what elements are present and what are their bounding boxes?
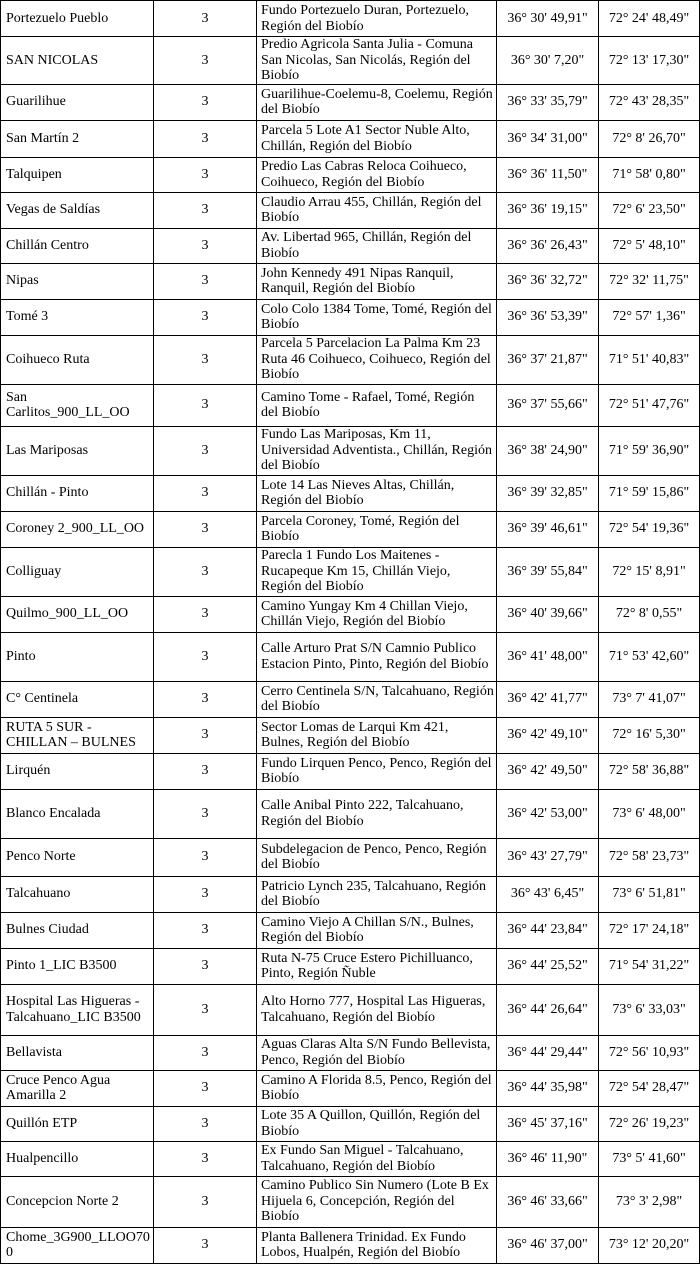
- table-row: [1, 157, 700, 192]
- site-name-cell: SAN NICOLAS: [1, 37, 154, 85]
- address-cell: Subdelegacion de Penco, Penco, Región del Biobío: [257, 838, 497, 876]
- longitude-cell: 72° 32' 11,75": [599, 263, 700, 299]
- region-number-cell: 3: [154, 1227, 257, 1263]
- region-number-cell: 3: [154, 157, 257, 192]
- table-row: [1, 120, 700, 157]
- region-number-cell: 3: [154, 1106, 257, 1141]
- latitude-cell: 36° 45' 37,16": [497, 1106, 599, 1141]
- latitude-cell: 36° 46' 37,00": [497, 1227, 599, 1263]
- table-row: [1, 475, 700, 511]
- site-name-cell: Coihueco Ruta: [1, 335, 154, 384]
- table-row: [1, 789, 700, 838]
- table-row: [1, 632, 700, 681]
- latitude-cell: 36° 36' 32,72": [497, 263, 599, 299]
- latitude-cell: 36° 43' 27,79": [497, 838, 599, 876]
- longitude-cell: 71° 59' 36,90": [599, 426, 700, 475]
- latitude-cell: 36° 37' 21,87": [497, 335, 599, 384]
- address-cell: Parcela Coroney, Tomé, Región del Biobío: [257, 511, 497, 547]
- site-name-cell: Las Mariposas: [1, 426, 154, 475]
- latitude-cell: 36° 36' 53,39": [497, 299, 599, 335]
- table-row: [1, 547, 700, 596]
- address-cell: Patricio Lynch 235, Talcahuano, Región del Biobío: [257, 876, 497, 912]
- address-cell: Fundo Las Mariposas, Km 11, Universidad Adventista., Chillán, Región del Biobío: [257, 426, 497, 475]
- latitude-cell: 36° 34' 31,00": [497, 120, 599, 157]
- address-cell: Fundo Lirquen Penco, Penco, Región del Biobío: [257, 753, 497, 789]
- site-name-cell: Talquipen: [1, 157, 154, 192]
- site-name-cell: Coroney 2_900_LL_OO: [1, 511, 154, 547]
- latitude-cell: 36° 42' 49,10": [497, 717, 599, 753]
- address-cell: Camino Tome - Rafael, Tomé, Región del Biobío: [257, 384, 497, 426]
- longitude-cell: 71° 54' 31,22": [599, 948, 700, 984]
- latitude-cell: 36° 46' 33,66": [497, 1176, 599, 1227]
- latitude-cell: 36° 39' 55,84": [497, 547, 599, 596]
- table-row: [1, 84, 700, 120]
- table-row: [1, 228, 700, 263]
- address-cell: Parcela 5 Lote A1 Sector Nuble Alto, Chillán, Región del Biobío: [257, 120, 497, 157]
- site-name-cell: Quilmo_900_LL_OO: [1, 596, 154, 632]
- longitude-cell: 72° 6' 23,50": [599, 192, 700, 228]
- latitude-cell: 36° 33' 35,79": [497, 84, 599, 120]
- longitude-cell: 71° 59' 15,86": [599, 475, 700, 511]
- region-number-cell: 3: [154, 1070, 257, 1106]
- region-number-cell: 3: [154, 912, 257, 948]
- table-row: [1, 681, 700, 717]
- table-row: [1, 876, 700, 912]
- region-number-cell: 3: [154, 681, 257, 717]
- latitude-cell: 36° 44' 29,44": [497, 1035, 599, 1070]
- region-number-cell: 3: [154, 876, 257, 912]
- address-cell: Lote 35 A Quillon, Quillón, Región del Biobío: [257, 1106, 497, 1141]
- table-row: [1, 192, 700, 228]
- longitude-cell: 72° 15' 8,91": [599, 547, 700, 596]
- longitude-cell: 72° 43' 28,35": [599, 84, 700, 120]
- table-row: [1, 335, 700, 384]
- region-number-cell: 3: [154, 120, 257, 157]
- table-row: [1, 1, 700, 37]
- address-cell: Ex Fundo San Miguel - Talcahuano, Talcahuano, Región del Biobío: [257, 1141, 497, 1176]
- latitude-cell: 36° 38' 24,90": [497, 426, 599, 475]
- region-number-cell: 3: [154, 426, 257, 475]
- latitude-cell: 36° 39' 46,61": [497, 511, 599, 547]
- region-number-cell: 3: [154, 1176, 257, 1227]
- region-number-cell: 3: [154, 37, 257, 85]
- site-name-cell: Bulnes Ciudad: [1, 912, 154, 948]
- region-number-cell: 3: [154, 228, 257, 263]
- address-cell: Colo Colo 1384 Tome, Tomé, Región del Biobío: [257, 299, 497, 335]
- table-row: [1, 299, 700, 335]
- table-row: [1, 912, 700, 948]
- address-cell: Calle Anibal Pinto 222, Talcahuano, Región del Biobío: [257, 789, 497, 838]
- address-cell: Camino Yungay Km 4 Chillan Viejo, Chillán Viejo, Región del Biobío: [257, 596, 497, 632]
- latitude-cell: 36° 36' 11,50": [497, 157, 599, 192]
- longitude-cell: 73° 6' 48,00": [599, 789, 700, 838]
- site-name-cell: RUTA 5 SUR - CHILLAN – BULNES: [1, 717, 154, 753]
- longitude-cell: 73° 12' 20,20": [599, 1227, 700, 1263]
- table-row: [1, 1070, 700, 1106]
- latitude-cell: 36° 44' 23,84": [497, 912, 599, 948]
- address-cell: Calle Arturo Prat S/N Camnio Publico Estacion Pinto, Pinto, Región del Biobío: [257, 632, 497, 681]
- latitude-cell: 36° 40' 39,66": [497, 596, 599, 632]
- latitude-cell: 36° 41' 48,00": [497, 632, 599, 681]
- site-name-cell: Colliguay: [1, 547, 154, 596]
- longitude-cell: 72° 5' 48,10": [599, 228, 700, 263]
- site-name-cell: Pinto 1_LIC B3500: [1, 948, 154, 984]
- region-number-cell: 3: [154, 475, 257, 511]
- site-name-cell: C° Centinela: [1, 681, 154, 717]
- longitude-cell: 72° 54' 19,36": [599, 511, 700, 547]
- region-number-cell: 3: [154, 838, 257, 876]
- site-name-cell: Portezuelo Pueblo: [1, 1, 154, 37]
- site-name-cell: Chome_3G900_LLOO700: [1, 1227, 154, 1263]
- longitude-cell: 72° 26' 19,23": [599, 1106, 700, 1141]
- longitude-cell: 72° 16' 5,30": [599, 717, 700, 753]
- region-number-cell: 3: [154, 596, 257, 632]
- site-name-cell: Guarilihue: [1, 84, 154, 120]
- region-number-cell: 3: [154, 1035, 257, 1070]
- stations-table-body: [1, 1, 700, 1264]
- table-row: [1, 1227, 700, 1263]
- longitude-cell: 72° 51' 47,76": [599, 384, 700, 426]
- site-name-cell: Chillán - Pinto: [1, 475, 154, 511]
- address-cell: Parecla 1 Fundo Los Maitenes - Rucapeque Km 15, Chillán Viejo, Región del Biobío: [257, 547, 497, 596]
- table-row: [1, 948, 700, 984]
- latitude-cell: 36° 30' 49,91": [497, 1, 599, 37]
- table-row: [1, 1141, 700, 1176]
- region-number-cell: 3: [154, 789, 257, 838]
- table-row: [1, 1106, 700, 1141]
- site-name-cell: San Martín 2: [1, 120, 154, 157]
- table-row: [1, 596, 700, 632]
- table-row: [1, 1035, 700, 1070]
- region-number-cell: 3: [154, 632, 257, 681]
- site-name-cell: Cruce Penco Agua Amarilla 2: [1, 1070, 154, 1106]
- site-name-cell: Blanco Encalada: [1, 789, 154, 838]
- address-cell: Camino Viejo A Chillan S/N., Bulnes, Región del Biobío: [257, 912, 497, 948]
- site-name-cell: San Carlitos_900_LL_OO: [1, 384, 154, 426]
- region-number-cell: 3: [154, 263, 257, 299]
- latitude-cell: 36° 37' 55,66": [497, 384, 599, 426]
- address-cell: Aguas Claras Alta S/N Fundo Bellevista, Penco, Región del Biobío: [257, 1035, 497, 1070]
- region-number-cell: 3: [154, 511, 257, 547]
- latitude-cell: 36° 39' 32,85": [497, 475, 599, 511]
- latitude-cell: 36° 43' 6,45": [497, 876, 599, 912]
- site-name-cell: Tomé 3: [1, 299, 154, 335]
- table-row: [1, 511, 700, 547]
- region-number-cell: 3: [154, 84, 257, 120]
- longitude-cell: 72° 56' 10,93": [599, 1035, 700, 1070]
- address-cell: Av. Libertad 965, Chillán, Región del Biobío: [257, 228, 497, 263]
- site-name-cell: Lirquén: [1, 753, 154, 789]
- longitude-cell: 72° 57' 1,36": [599, 299, 700, 335]
- longitude-cell: 73° 6' 33,03": [599, 984, 700, 1035]
- address-cell: Ruta N-75 Cruce Estero Pichilluanco, Pinto, Región Ñuble: [257, 948, 497, 984]
- address-cell: Sector Lomas de Larqui Km 421, Bulnes, Región del Biobío: [257, 717, 497, 753]
- address-cell: Guarilihue-Coelemu-8, Coelemu, Región del Biobío: [257, 84, 497, 120]
- address-cell: Predio Agricola Santa Julia - Comuna San Nicolas, San Nicolás, Región del Biobío: [257, 37, 497, 85]
- table-row: [1, 263, 700, 299]
- longitude-cell: 72° 24' 48,49": [599, 1, 700, 37]
- site-name-cell: Hospital Las Higueras - Talcahuano_LIC B3500: [1, 984, 154, 1035]
- latitude-cell: 36° 36' 26,43": [497, 228, 599, 263]
- site-name-cell: Talcahuano: [1, 876, 154, 912]
- region-number-cell: 3: [154, 335, 257, 384]
- address-cell: Cerro Centinela S/N, Talcahuano, Región del Biobío: [257, 681, 497, 717]
- table-row: [1, 717, 700, 753]
- latitude-cell: 36° 36' 19,15": [497, 192, 599, 228]
- longitude-cell: 72° 8' 0,55": [599, 596, 700, 632]
- table-row: [1, 384, 700, 426]
- site-name-cell: Bellavista: [1, 1035, 154, 1070]
- region-number-cell: 3: [154, 984, 257, 1035]
- longitude-cell: 73° 7' 41,07": [599, 681, 700, 717]
- address-cell: John Kennedy 491 Nipas Ranquil, Ranquil, Región del Biobío: [257, 263, 497, 299]
- region-number-cell: 3: [154, 1141, 257, 1176]
- region-number-cell: 3: [154, 717, 257, 753]
- longitude-cell: 72° 54' 28,47": [599, 1070, 700, 1106]
- region-number-cell: 3: [154, 192, 257, 228]
- longitude-cell: 72° 58' 36,88": [599, 753, 700, 789]
- site-name-cell: Pinto: [1, 632, 154, 681]
- longitude-cell: 71° 53' 42,60": [599, 632, 700, 681]
- table-row: [1, 838, 700, 876]
- table-row: [1, 753, 700, 789]
- region-number-cell: 3: [154, 948, 257, 984]
- table-row: [1, 426, 700, 475]
- latitude-cell: 36° 44' 26,64": [497, 984, 599, 1035]
- latitude-cell: 36° 44' 35,98": [497, 1070, 599, 1106]
- site-name-cell: Quillón ETP: [1, 1106, 154, 1141]
- region-number-cell: 3: [154, 753, 257, 789]
- address-cell: Camino Publico Sin Numero (Lote B Ex Hijuela 6, Concepción, Región del Biobío: [257, 1176, 497, 1227]
- site-name-cell: Nipas: [1, 263, 154, 299]
- table-row: [1, 37, 700, 85]
- address-cell: Fundo Portezuelo Duran, Portezuelo, Región del Biobío: [257, 1, 497, 37]
- latitude-cell: 36° 44' 25,52": [497, 948, 599, 984]
- site-name-cell: Vegas de Saldías: [1, 192, 154, 228]
- longitude-cell: 72° 58' 23,73": [599, 838, 700, 876]
- address-cell: Alto Horno 777, Hospital Las Higueras, Talcahuano, Región del Biobío: [257, 984, 497, 1035]
- address-cell: Lote 14 Las Nieves Altas, Chillán, Región del Biobío: [257, 475, 497, 511]
- latitude-cell: 36° 46' 11,90": [497, 1141, 599, 1176]
- address-cell: Camino A Florida 8.5, Penco, Región del Biobío: [257, 1070, 497, 1106]
- latitude-cell: 36° 42' 41,77": [497, 681, 599, 717]
- longitude-cell: 73° 3' 2,98": [599, 1176, 700, 1227]
- longitude-cell: 71° 58' 0,80": [599, 157, 700, 192]
- address-cell: Predio Las Cabras Reloca Coihueco, Coihueco, Región del Biobío: [257, 157, 497, 192]
- latitude-cell: 36° 42' 53,00": [497, 789, 599, 838]
- site-name-cell: Penco Norte: [1, 838, 154, 876]
- site-name-cell: Concepcion Norte 2: [1, 1176, 154, 1227]
- longitude-cell: 73° 5' 41,60": [599, 1141, 700, 1176]
- address-cell: Planta Ballenera Trinidad. Ex Fundo Lobos, Hualpén, Región del Biobío: [257, 1227, 497, 1263]
- region-number-cell: 3: [154, 1, 257, 37]
- site-name-cell: Chillán Centro: [1, 228, 154, 263]
- region-number-cell: 3: [154, 547, 257, 596]
- site-name-cell: Hualpencillo: [1, 1141, 154, 1176]
- longitude-cell: 71° 51' 40,83": [599, 335, 700, 384]
- longitude-cell: 73° 6' 51,81": [599, 876, 700, 912]
- latitude-cell: 36° 30' 7,20": [497, 37, 599, 85]
- longitude-cell: 72° 13' 17,30": [599, 37, 700, 85]
- longitude-cell: 72° 17' 24,18": [599, 912, 700, 948]
- table-row: [1, 984, 700, 1035]
- latitude-cell: 36° 42' 49,50": [497, 753, 599, 789]
- table-row: [1, 1176, 700, 1227]
- region-number-cell: 3: [154, 384, 257, 426]
- region-number-cell: 3: [154, 299, 257, 335]
- longitude-cell: 72° 8' 26,70": [599, 120, 700, 157]
- address-cell: Parcela 5 Parcelacion La Palma Km 23 Ruta 46 Coihueco, Coihueco, Región del Biobío: [257, 335, 497, 384]
- address-cell: Claudio Arrau 455, Chillán, Región del Biobío: [257, 192, 497, 228]
